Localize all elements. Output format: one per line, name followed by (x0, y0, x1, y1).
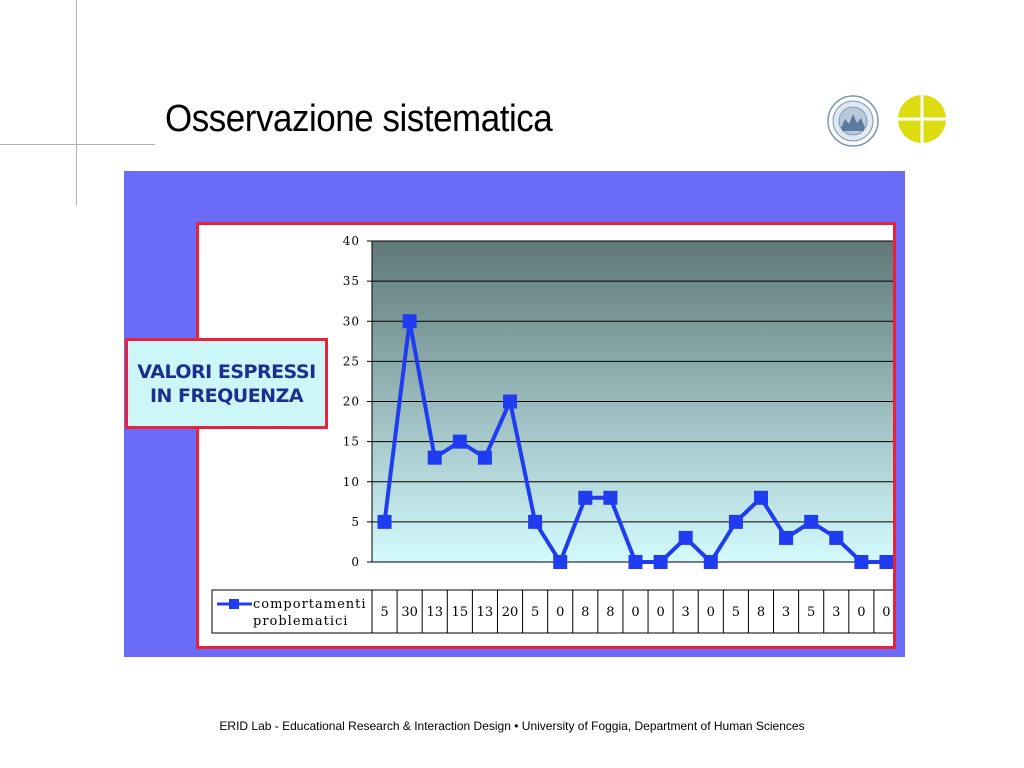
data-point (729, 515, 743, 529)
data-label: 0 (656, 605, 665, 620)
data-point (754, 491, 768, 505)
y-tick-label: 10 (342, 474, 360, 489)
legend-marker (229, 599, 239, 609)
data-label: 0 (857, 605, 866, 620)
data-point (629, 555, 643, 569)
data-label: 3 (681, 605, 690, 620)
data-point (829, 531, 843, 545)
page-title: Osservazione sistematica (165, 98, 553, 140)
data-label: 5 (380, 605, 389, 620)
line-chart (199, 225, 893, 646)
data-point (503, 395, 517, 409)
data-point (528, 515, 542, 529)
values-label-text: VALORI ESPRESSI IN FREQUENZA (137, 360, 316, 407)
legend-label: problematici (253, 614, 349, 629)
data-label: 0 (706, 605, 715, 620)
data-point (804, 515, 818, 529)
data-point (704, 555, 718, 569)
data-label: 0 (631, 605, 640, 620)
y-tick-label: 30 (342, 314, 360, 329)
data-label: 5 (530, 605, 540, 620)
data-label: 5 (807, 605, 816, 620)
data-label: 13 (426, 605, 444, 620)
data-label: 3 (832, 605, 841, 620)
data-point (779, 531, 793, 545)
y-tick-label: 35 (342, 274, 360, 289)
data-label: 30 (401, 605, 418, 620)
data-point (603, 491, 617, 505)
data-label: 0 (556, 605, 565, 620)
data-label: 0 (882, 605, 891, 620)
data-point (578, 491, 592, 505)
y-tick-label: 40 (342, 234, 360, 248)
chart-frame (196, 222, 896, 649)
data-point (679, 531, 693, 545)
data-point (879, 555, 893, 569)
data-label: 15 (451, 605, 469, 620)
legend-label: comportamenti (253, 597, 367, 612)
data-point (403, 314, 417, 328)
chart-panel (124, 171, 905, 657)
data-label: 20 (501, 605, 519, 620)
data-label: 8 (606, 605, 615, 620)
y-tick-label: 25 (342, 354, 360, 369)
data-point (654, 555, 668, 569)
data-point (428, 451, 442, 465)
university-seal-icon (827, 95, 879, 147)
data-label: 3 (781, 605, 791, 620)
y-tick-label: 0 (351, 555, 360, 569)
data-point (854, 555, 868, 569)
data-point (553, 555, 567, 569)
y-tick-label: 15 (342, 434, 360, 449)
decorative-horizontal-line (0, 144, 155, 145)
data-label: 8 (581, 605, 590, 620)
data-point (478, 451, 492, 465)
data-label: 8 (756, 605, 766, 620)
y-tick-label: 5 (351, 514, 360, 529)
data-point (378, 515, 392, 529)
erid-logo-icon (897, 94, 947, 144)
y-tick-label: 20 (342, 394, 360, 409)
decorative-vertical-line (76, 0, 77, 205)
data-label: 5 (731, 605, 741, 620)
footer-text: ERID Lab - Educational Research & Interaction Design • University of Foggia, Department of Human Sciences (219, 719, 805, 733)
data-label: 13 (476, 605, 494, 620)
data-point (453, 435, 467, 449)
values-label-box (125, 338, 328, 429)
